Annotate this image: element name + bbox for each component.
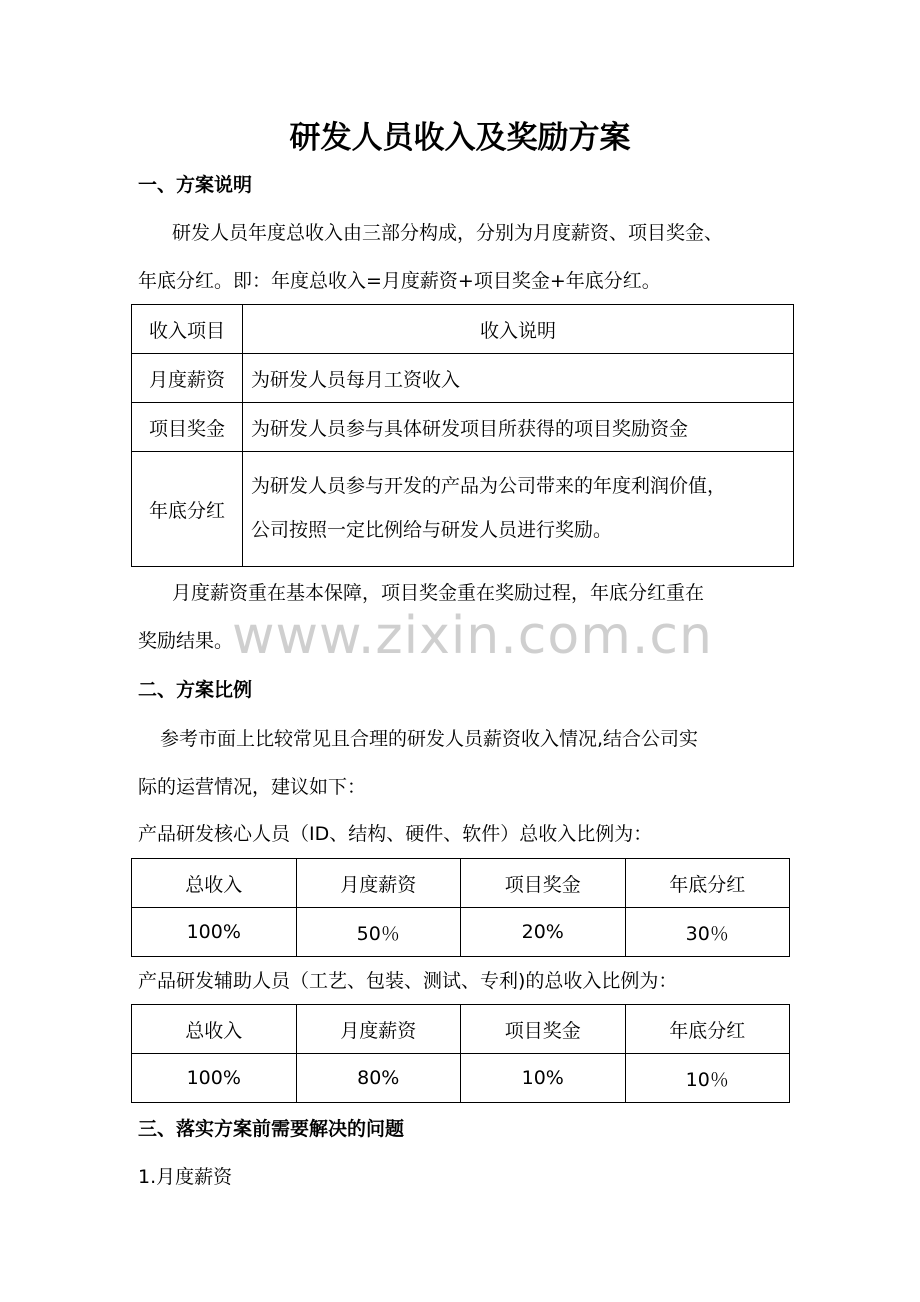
- list-item: 1.月度薪资: [138, 1166, 233, 1188]
- table-header-cell: 总收入: [132, 1005, 297, 1054]
- watermark: www.zixin.com.cn: [232, 606, 713, 666]
- document-title: 研发人员收入及奖励方案: [289, 120, 631, 156]
- core-ratio-table: [131, 858, 790, 957]
- section-heading-1: 一、方案说明: [138, 174, 253, 196]
- table-cell: 100%: [132, 1054, 297, 1103]
- paragraph-line: 际的运营情况，建议如下：: [138, 776, 367, 798]
- table-row: [132, 354, 794, 403]
- table-cell: 50％: [296, 908, 461, 957]
- table-row: [132, 452, 794, 567]
- paragraph-line: 年底分红。即：年度总收入=月度薪资+项目奖金+年底分红。: [138, 270, 661, 292]
- table-header-row: [132, 305, 794, 354]
- table-header-cell: 项目奖金: [461, 1005, 626, 1054]
- table-header-row: [132, 1005, 790, 1054]
- table-cell: 80%: [296, 1054, 461, 1103]
- section-heading-2: 二、方案比例: [138, 679, 253, 701]
- table-header-cell: 年底分红: [625, 1005, 790, 1054]
- table-cell: 100%: [132, 908, 297, 957]
- paragraph-line: 奖励结果。: [138, 630, 234, 652]
- table-cell: 10%: [461, 1054, 626, 1103]
- section-heading-3: 三、落实方案前需要解决的问题: [138, 1118, 405, 1140]
- table-header-cell: 年底分红: [625, 859, 790, 908]
- aux-ratio-label: 产品研发辅助人员（工艺、包装、测试、专利)的总收入比例为：: [138, 970, 678, 992]
- paragraph-line: 研发人员年度总收入由三部分构成，分别为月度薪资、项目奖金、: [172, 222, 724, 244]
- table-header-cell: 收入项目: [132, 305, 243, 354]
- desc-line: 为研发人员参与开发的产品为公司带来的年度利润价值，: [251, 475, 727, 497]
- table-header-cell: 月度薪资: [296, 859, 461, 908]
- core-ratio-label: 产品研发核心人员（ID、结构、硬件、软件）总收入比例为：: [138, 823, 653, 845]
- income-items-table: [131, 304, 794, 567]
- table-header-cell: 项目奖金: [461, 859, 626, 908]
- aux-ratio-table: [131, 1004, 790, 1103]
- table-cell-item: 项目奖金: [132, 403, 243, 452]
- table-cell: 20%: [461, 908, 626, 957]
- table-header-row: [132, 859, 790, 908]
- paragraph-line: 参考市面上比较常见且合理的研发人员薪资收入情况,结合公司实: [160, 728, 699, 750]
- table-cell-item: 年底分红: [132, 452, 243, 567]
- table-row: [132, 1054, 790, 1103]
- table-cell-desc: 为研发人员每月工资收入: [243, 354, 794, 403]
- paragraph-line: 月度薪资重在基本保障，项目奖金重在奖励过程，年底分红重在: [172, 582, 705, 604]
- table-header-cell: 月度薪资: [296, 1005, 461, 1054]
- table-row: [132, 908, 790, 957]
- desc-line: 公司按照一定比例给与研发人员进行奖励。: [251, 519, 613, 541]
- table-cell: 30％: [625, 908, 790, 957]
- table-header-cell: 收入说明: [243, 305, 794, 354]
- table-header-cell: 总收入: [132, 859, 297, 908]
- table-row: [132, 403, 794, 452]
- table-cell-item: 月度薪资: [132, 354, 243, 403]
- table-cell-desc: 为研发人员参与具体研发项目所获得的项目奖励资金: [243, 403, 794, 452]
- table-cell: 10％: [625, 1054, 790, 1103]
- table-cell-desc: [243, 452, 794, 567]
